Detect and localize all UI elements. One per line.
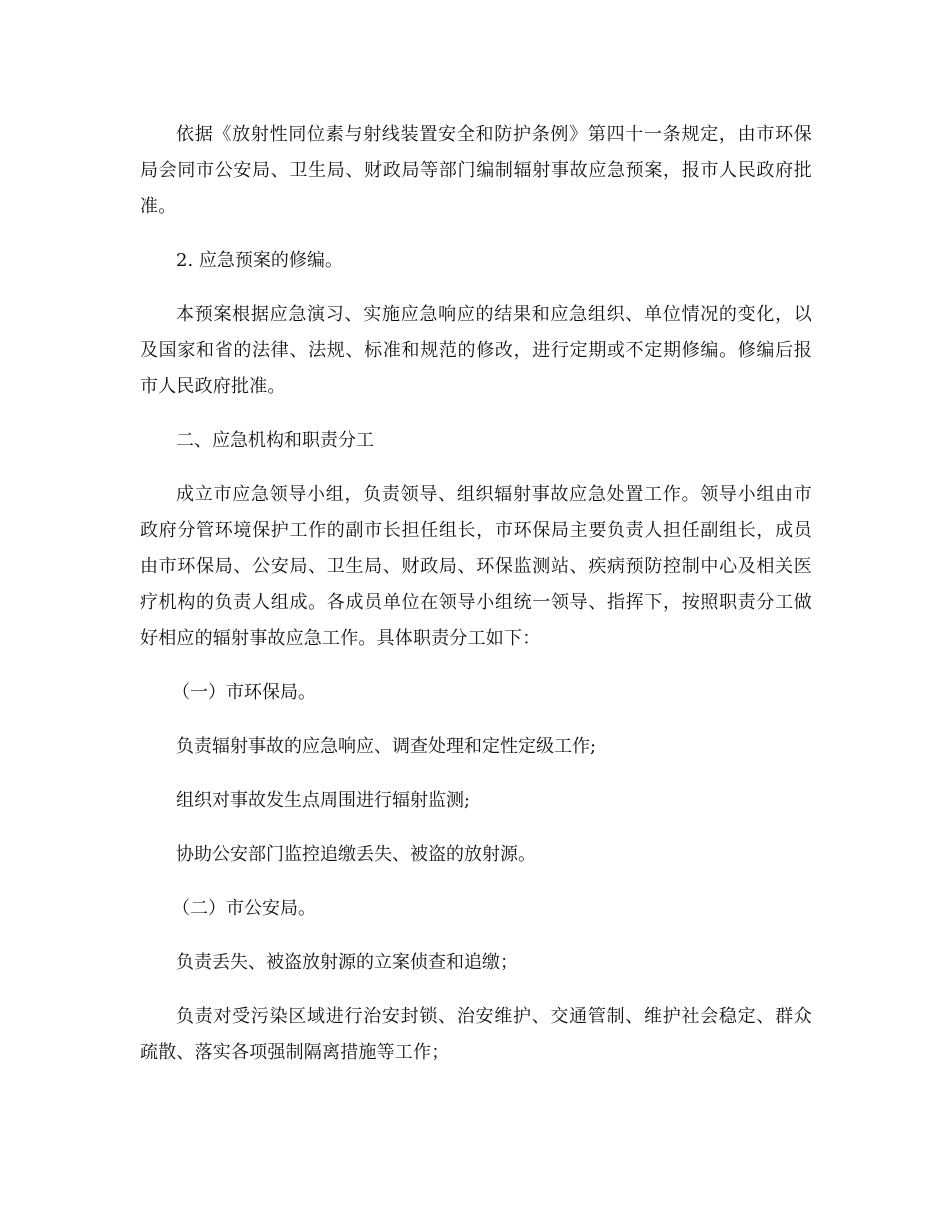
text-line: 负责对受污染区域进行治安封锁、治安维护、交通管制、维护社会稳定、群众 (176, 1006, 812, 1027)
duty-item: 负责辐射事故的应急响应、调查处理和定性定级工作; (176, 736, 597, 757)
text-line: 准。 (140, 196, 177, 217)
text-line: 市人民政府批准。 (140, 376, 286, 397)
duty-item-multiline (140, 999, 812, 1071)
section-heading-plan-revision: 2. 应急预案的修编。 (176, 250, 343, 271)
paragraph-legal-basis (140, 117, 812, 225)
section-heading-organization: 二、应急机构和职责分工 (176, 430, 374, 451)
text-line: 由市环保局、公安局、卫生局、财政局、环保监测站、疾病预防控制中心及相关医 (140, 556, 812, 577)
duty-item: 负责丢失、被盗放射源的立案侦查和追缴； (176, 952, 518, 973)
text-line: 疏散、落实各项强制隔离措施等工作； (140, 1042, 450, 1063)
text-line: 及国家和省的法律、法规、标准和规范的修改，进行定期或不定期修编。修编后报 (140, 340, 812, 361)
text-line: 好相应的辐射事故应急工作。具体职责分工如下： (140, 628, 541, 649)
text-line: 局会同市公安局、卫生局、财政局等部门编制辐射事故应急预案，报市人民政府批 (140, 160, 812, 181)
text-line: 政府分管环境保护工作的副市长担任组长，市环保局主要负责人担任副组长，成员 (140, 520, 812, 541)
duty-item: 协助公安部门监控追缴丢失、被盗的放射源。 (176, 844, 536, 865)
paragraph-plan-revision (140, 297, 812, 405)
text-line: 依据《放射性同位素与射线装置安全和防护条例》第四十一条规定，由市环保 (176, 124, 812, 145)
subsection-heading-psb: （二）市公安局。 (172, 898, 316, 919)
paragraph-leadership-group (140, 477, 812, 657)
text-line: 成立市应急领导小组，负责领导、组织辐射事故应急处置工作。领导小组由市 (176, 484, 812, 505)
document-page (140, 117, 812, 1089)
text-line: 本预案根据应急演习、实施应急响应的结果和应急组织、单位情况的变化，以 (176, 304, 812, 325)
duty-item: 组织对事故发生点周围进行辐射监测; (176, 790, 471, 811)
text-line: 疗机构的负责人组成。各成员单位在领导小组统一领导、指挥下，按照职责分工做 (140, 592, 812, 613)
subsection-heading-epb: （一）市环保局。 (172, 682, 316, 703)
